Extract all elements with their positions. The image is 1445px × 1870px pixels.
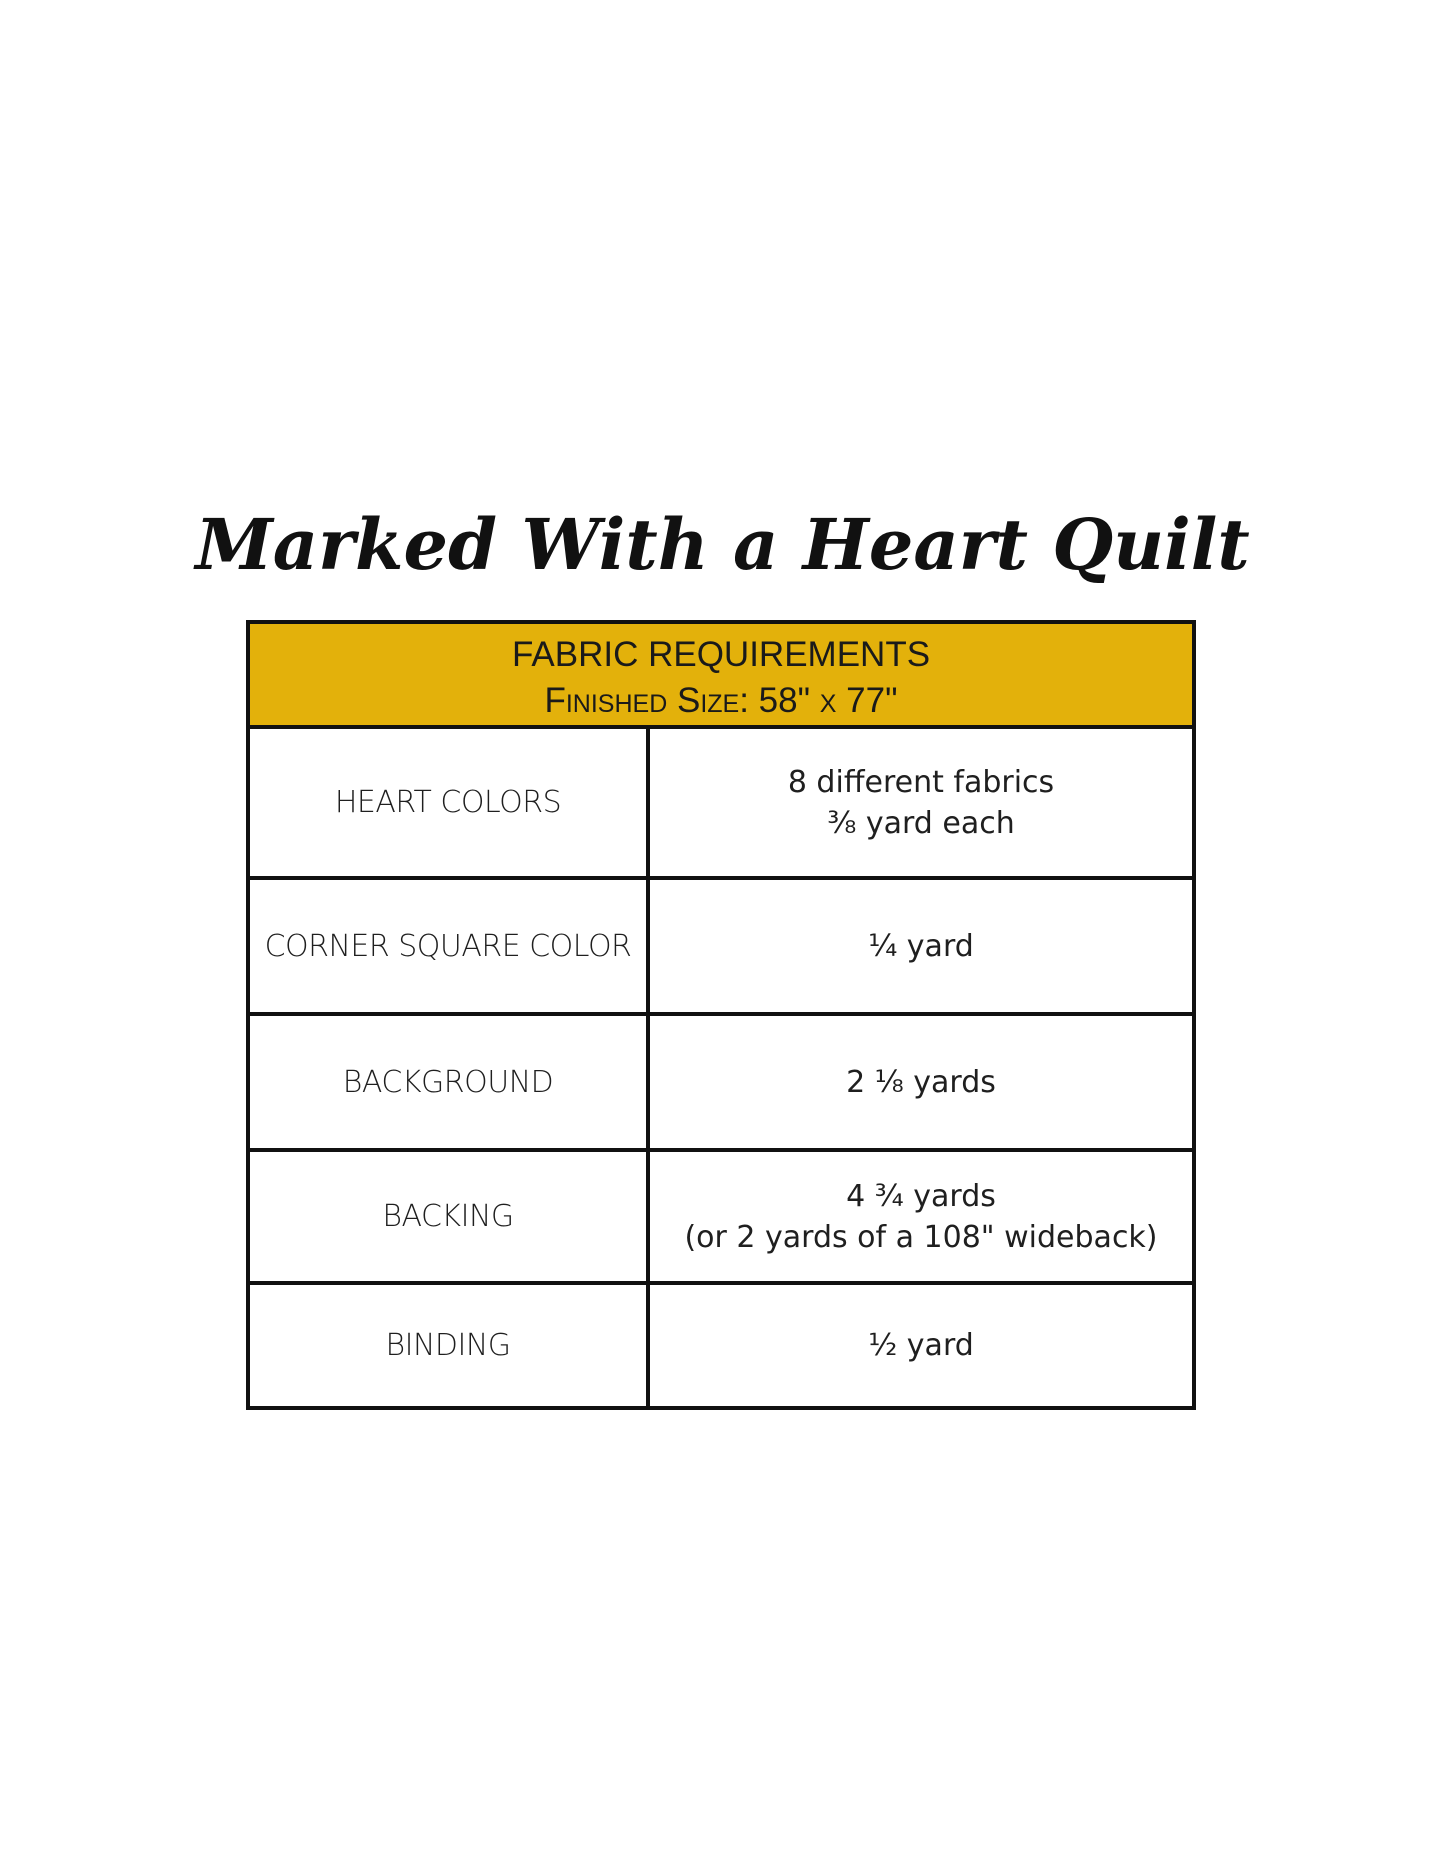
row-value-line: 2 ⅛ yards [846, 1064, 996, 1100]
table-row [250, 880, 1192, 1016]
table-row [250, 1285, 1192, 1406]
page-title: Marked With a Heart Quilt [195, 503, 1250, 586]
row-value-line: 8 different fabrics [787, 764, 1055, 800]
row-label: HEART COLORS [250, 729, 650, 876]
row-label: BACKING [250, 1152, 650, 1281]
table-header [250, 624, 1192, 729]
row-value-line: 4 ¾ yards [846, 1178, 996, 1214]
row-value [650, 1016, 1192, 1148]
table-row [250, 1016, 1192, 1152]
table-header-title: FABRIC REQUIREMENTS [511, 635, 931, 674]
table-row [250, 729, 1192, 880]
row-value [650, 1285, 1192, 1406]
table-row [250, 1152, 1192, 1285]
row-label: BACKGROUND [250, 1016, 650, 1148]
row-value-line: ⅜ yard each [827, 805, 1015, 841]
row-label: BINDING [250, 1285, 650, 1406]
row-value-line: ½ yard [868, 1328, 974, 1363]
row-value-line: (or 2 yards of a 108" wideback) [684, 1219, 1158, 1255]
row-label: CORNER SQUARE COLOR [250, 880, 650, 1012]
row-value [650, 1152, 1192, 1281]
finished-size: Finished Size: 58" x 77" [544, 681, 898, 720]
row-value [650, 729, 1192, 876]
row-value [650, 880, 1192, 1012]
row-value-line: ¼ yard [868, 928, 974, 964]
fabric-requirements-table [246, 620, 1196, 1410]
